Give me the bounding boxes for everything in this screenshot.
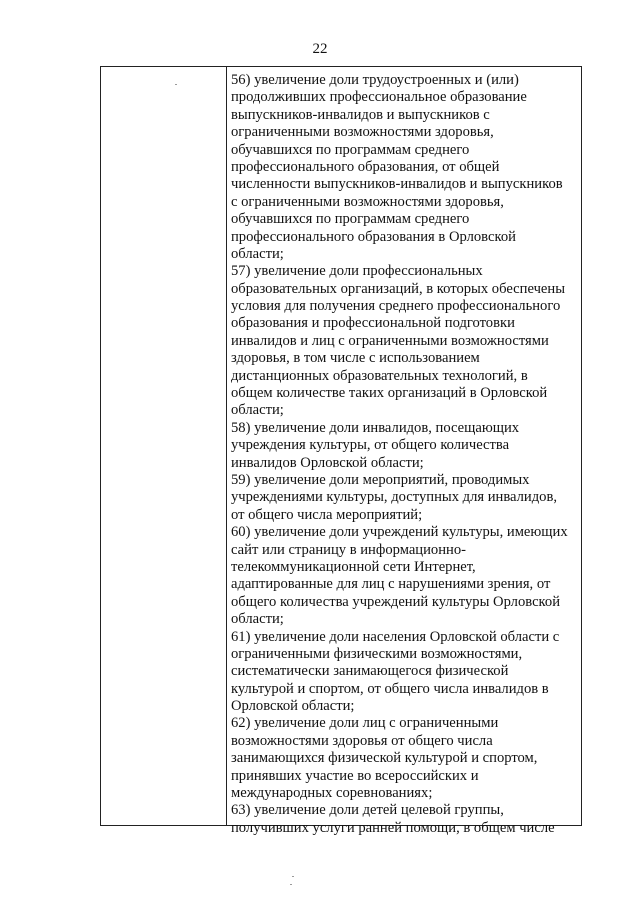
text-line: ограниченными возможностями здоровья, xyxy=(231,124,494,141)
text-line: области; xyxy=(231,611,284,628)
text-line: общего количества учреждений культуры Орловской xyxy=(231,593,560,610)
text-line: занимающихся физической культурой и спортом, xyxy=(231,750,538,767)
text-line: общем количестве таких организаций в Орловской xyxy=(231,385,548,402)
text-line: культурой и спортом, от общего числа инвалидов в xyxy=(231,680,549,697)
document-table xyxy=(100,66,582,836)
text-line: Орловской области; xyxy=(231,698,355,715)
scan-speck xyxy=(292,876,294,877)
text-line: от общего числа мероприятий; xyxy=(231,506,423,523)
text-line: области; xyxy=(231,402,284,419)
text-line: возможностями здоровья от общего числа xyxy=(231,732,493,749)
text-line: систематически занимающегося физической xyxy=(231,663,509,680)
text-line: области; xyxy=(231,245,284,262)
text-line: с ограниченными возможностями здоровья, xyxy=(231,193,504,210)
text-line: инвалидов Орловской области; xyxy=(231,454,424,471)
text-line: принявших участие во всероссийских и xyxy=(231,767,479,784)
text-line: 56) увеличение доли трудоустроенных и (или) xyxy=(231,72,519,88)
text-line: профессионального образования в Орловской xyxy=(231,228,516,245)
text-line: 57) увеличение доли профессиональных xyxy=(231,263,483,280)
text-line: 63) увеличение доли детей целевой группы, xyxy=(231,802,504,819)
table-right-column xyxy=(231,72,581,837)
text-line: сайт или страницу в информационно- xyxy=(231,541,466,558)
text-line: телекоммуникационной сети Интернет, xyxy=(231,558,476,575)
text-line: численности выпускников-инвалидов и выпускников xyxy=(231,176,563,193)
text-line: продолживших профессиональное образование xyxy=(231,89,527,106)
text-line: профессионального образования, от общей xyxy=(231,158,500,175)
text-line: 59) увеличение доли мероприятий, проводимых xyxy=(231,471,530,488)
text-line: международных соревнованиях; xyxy=(231,785,433,802)
text-line: дистанционных образовательных технологий, в xyxy=(231,367,528,384)
text-line: учреждениями культуры, доступных для инвалидов, xyxy=(231,489,557,506)
text-line: обучавшихся по программам среднего xyxy=(231,211,470,228)
text-line: образования и профессиональной подготовки xyxy=(231,315,515,332)
scan-speck xyxy=(175,84,177,85)
text-line: здоровья, в том числе с использованием xyxy=(231,350,480,367)
text-line: получивших услуги ранней помощи, в общем числе xyxy=(231,819,555,836)
table-left-column xyxy=(101,67,227,825)
text-line: ограниченными физическими возможностями, xyxy=(231,645,523,662)
text-line: 60) увеличение доли учреждений культуры, имеющих xyxy=(231,524,568,541)
text-line: обучавшихся по программам среднего xyxy=(231,141,470,158)
text-line: 62) увеличение доли лиц с ограниченными xyxy=(231,715,499,732)
text-line: 58) увеличение доли инвалидов, посещающих xyxy=(231,419,520,436)
text-line: инвалидов и лиц с ограниченными возможностями xyxy=(231,332,549,349)
text-line: образовательных организаций, в которых обеспечены xyxy=(231,280,565,297)
text-line: 61) увеличение доли населения Орловской области с xyxy=(231,628,560,645)
text-line: условия для получения среднего профессионального xyxy=(231,298,561,315)
text-line: выпускников-инвалидов и выпускников с xyxy=(231,106,490,123)
text-line: учреждения культуры, от общего количества xyxy=(231,437,510,454)
page-number: 22 xyxy=(312,41,328,57)
text-line: адаптированные для лиц с нарушениями зрения, от xyxy=(231,576,551,593)
scan-speck xyxy=(290,884,292,885)
